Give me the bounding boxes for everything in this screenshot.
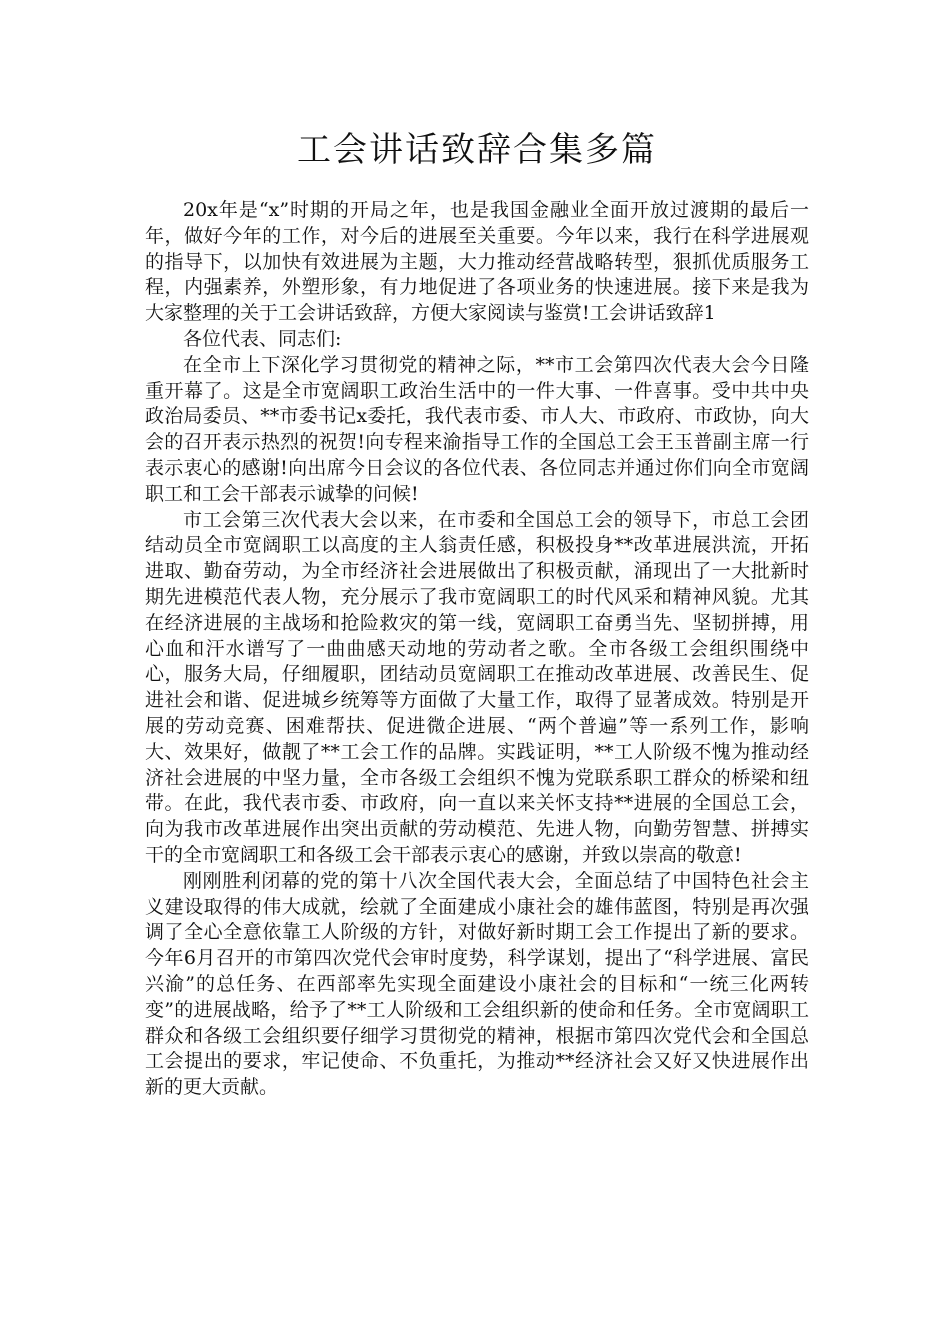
document-title: 工会讲话致辞合集多篇: [297, 130, 657, 170]
document-page: [145, 124, 809, 1101]
paragraph-intro: 20x年是“x”时期的开局之年，也是我国金融业全面开放过渡期的最后一年，做好今年的工作，对今后的进展至关重要。今年以来，我行在科学进展观的指导下，以加快有效进展为主题，大力推动经营战略转型，狠抓优质服务工程，内强素养，外塑形象，有力地促进了各项业务的快速进展。接下来是我为大家整理的关于工会讲话致辞，方便大家阅读与鉴赏!工会讲话致辞1: [145, 199, 809, 325]
paragraph-opening: 在全市上下深化学习贯彻党的精神之际，**市工会第四次代表大会今日隆重开幕了。这是全市宽阔职工政治生活中的一件大事、一件喜事。受中共中央政治局委员、**市委书记x委托，我代表市委、市人大、市政府、市政协，向大会的召开表示热烈的祝贺!向专程来渝指导工作的全国总工会王玉普副主席一行表示衷心的感谢!向出席今日会议的各位代表、各位同志并通过你们向全市宽阔职工和工会干部表示诚挚的问候!: [145, 353, 809, 505]
document-body: [145, 198, 809, 1101]
paragraph-tasks: 刚刚胜利闭幕的党的第十八次全国代表大会，全面总结了中国特色社会主义建设取得的伟大成就，绘就了全面建成小康社会的雄伟蓝图，特别是再次强调了全心全意依靠工人阶级的方针，对做好新时期工会工作提出了新的要求。今年6月召开的市第四次党代会审时度势，科学谋划，提出了“科学进展、富民兴渝”的总任务、在西部率先实现全面建设小康社会的目标和“一统三化两转变”的进展战略，给予了**工人阶级和工会组织新的使命和任务。全市宽阔职工群众和各级工会组织要仔细学习贯彻党的精神，根据市第四次党代会和全国总工会提出的要求，牢记使命、不负重托，为推动**经济社会又好又快进展作出新的更大贡献。: [145, 869, 809, 1099]
paragraph-salutation: 各位代表、同志们:: [183, 327, 342, 350]
paragraph-achievements: 市工会第三次代表大会以来，在市委和全国总工会的领导下，市总工会团结动员全市宽阔职工以高度的主人翁责任感，积极投身**改革进展洪流，开拓进取、勤奋劳动，为全市经济社会进展做出了积极贡献，涌现出了一大批新时期先进模范代表人物，充分展示了我市宽阔职工的时代风采和精神风貌。尤其在经济进展的主战场和抢险救灾的第一线，宽阔职工奋勇当先、坚韧拼搏，用心血和汗水谱写了一曲曲感天动地的劳动者之歌。全市各级工会组织围绕中心，服务大局，仔细履职，团结动员宽阔职工在推动改革进展、改善民生、促进社会和谐、促进城乡统筹等方面做了大量工作，取得了显著成效。特别是开展的劳动竞赛、困难帮扶、促进微企进展、“两个普遍”等一系列工作，影响大、效果好，做靓了**工会工作的品牌。实践证明，**工人阶级不愧为推动经济社会进展的中坚力量，全市各级工会组织不愧为党联系职工群众的桥梁和纽带。在此，我代表市委、市政府，向一直以来关怀支持**进展的全国总工会，向为我市改革进展作出突出贡献的劳动模范、先进人物，向勤劳智慧、拼搏实干的全市宽阔职工和各级工会干部表示衷心的感谢，并致以崇高的敬意!: [145, 508, 809, 866]
